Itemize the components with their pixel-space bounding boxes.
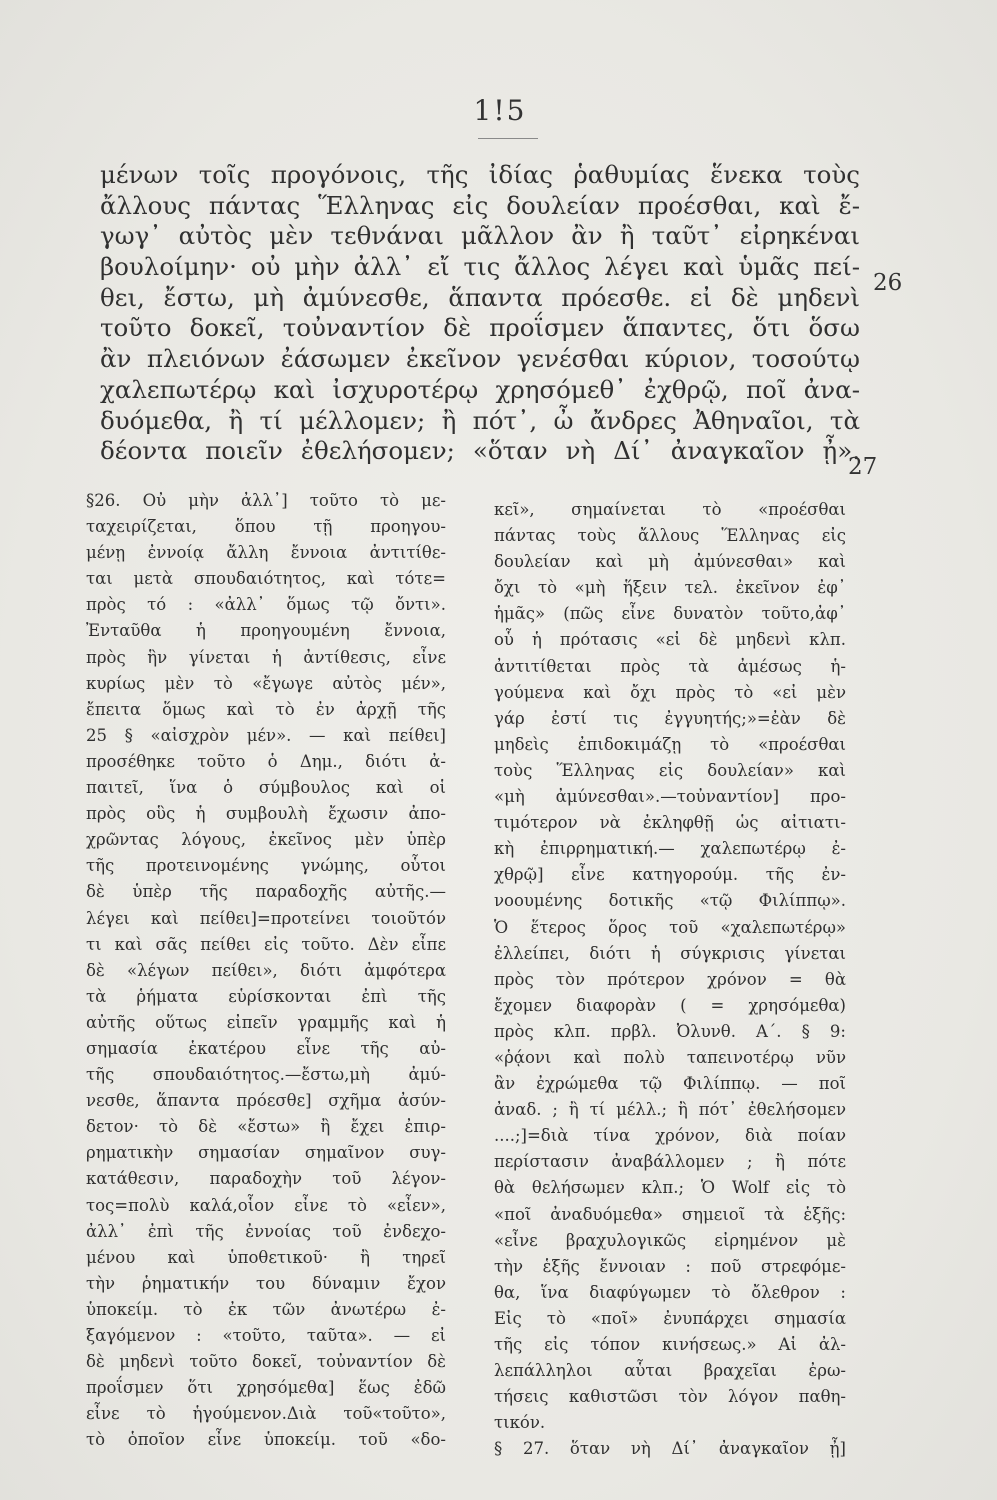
main-text-block — [100, 160, 860, 467]
section-27-heading: § 27. ὅταν νὴ Δί᾿ ἀναγκαῖον ᾖ] — [494, 1439, 846, 1459]
commentary-line: τος=πολὺ καλά,οἷον εἶνε τὸ «εἶεν», — [86, 1195, 446, 1215]
commentary-line: ρηματικὴν σημασίαν σημαῖνον συγ- — [86, 1143, 446, 1163]
main-text-line: μένων τοῖς προγόνοις, τῆς ἰδίας ῥαθυμίας ἕνεκα τοὺς — [100, 160, 860, 189]
commentary-line: 25 § «αἰσχρὸν μέν». — καὶ πείθει] — [86, 725, 446, 745]
page-number: 1!5 — [473, 94, 527, 127]
commentary-line: πρὸς κλπ. πρβλ. Ὀλυνθ. Α΄. § 9: — [494, 1021, 846, 1041]
commentary-line: ὄχι τὸ «μὴ ἥξειν τελ. ἐκεῖνον ἐφ᾿ — [494, 578, 846, 598]
commentary-line: δουλείαν καὶ μὴ ἀμύνεσθαι» καὶ — [494, 552, 846, 572]
main-text-line: γωγ᾿ αὐτὸς μὲν τεθνάναι μᾶλλον ἂν ἢ ταῦτ᾿ εἰρηκέναι — [100, 221, 860, 251]
commentary-line: προΐσμεν ὅτι χρησόμεθα] ἕως ἐδῶ — [86, 1378, 446, 1398]
commentary-line: τῆς εἰς τόπον κινήσεως.» Αἱ ἀλ- — [494, 1335, 846, 1354]
main-text-line: χαλεπωτέρῳ καὶ ἰσχυροτέρῳ χρησόμεθ᾿ ἐχθρῷ, ποῖ ἀνα- — [100, 374, 860, 404]
main-text-line: ἄλλους πάντας Ἕλληνας εἰς δουλείαν προέσθαι, καὶ ἔ- — [100, 190, 860, 220]
commentary-line: χθρῷ] εἶνε κατηγορούμ. τῆς ἐν- — [494, 865, 846, 885]
commentary-line: ἔπειτα ὅμως καὶ τὸ ἐν ἀρχῇ τῆς — [86, 699, 446, 719]
commentary-line: «ποῖ ἀναδυόμεθα» σημειοῖ τὰ ἑξῆς: — [494, 1204, 846, 1224]
commentary-line: ....;]=διὰ τίνα χρόνον, διὰ ποίαν — [494, 1126, 846, 1146]
commentary-line: ἐλλείπει, διότι ἡ σύγκρισις γίνεται — [494, 943, 846, 963]
commentary-line: τοὺς Ἕλληνας εἰς δουλείαν» καὶ — [494, 760, 846, 780]
commentary-line: τῆς προτεινομένης γνώμης, οὗτοι — [86, 856, 446, 876]
commentary-line: πρὸς ἣν γίνεται ἡ ἀντίθεσις, εἶνε — [86, 647, 446, 667]
commentary-line: ταχειρίζεται, ὅπου τῇ προηγου- — [86, 517, 446, 537]
commentary-line: §26. Οὐ μὴν ἀλλ᾿] τοῦτο τὸ με- — [86, 491, 446, 510]
commentary-line: ἀναδ. ; ἢ τί μέλλ.; ἢ πότ᾿ ἐθελήσομεν — [494, 1100, 846, 1120]
commentary-line: παιτεῖ, ἵνα ὁ σύμβουλος καὶ οἱ — [86, 778, 446, 798]
commentary-line: τικόν. — [494, 1413, 546, 1433]
commentary-line: τήσεις καθιστῶσι τὸν λόγον παθη- — [494, 1387, 846, 1407]
commentary-line: «μὴ ἀμύνεσθαι».—τοὐναντίον] προ- — [494, 787, 846, 807]
commentary-line: ται μετὰ σπουδαιότητος, καὶ τότε= — [86, 569, 446, 589]
commentary-line: ξαγόμενον : «τοῦτο, ταῦτα». — εἰ — [86, 1326, 446, 1345]
page-number-rule — [478, 138, 538, 139]
commentary-line: μένῃ ἐννοίᾳ ἄλλη ἔννοια ἀντιτίθε- — [86, 543, 446, 563]
commentary-line: τὸ ὁποῖον εἶνε ὑποκείμ. τοῦ «δο- — [86, 1430, 446, 1450]
commentary-line: δὲ μηδενὶ τοῦτο δοκεῖ, τοὐναντίον δὲ — [86, 1352, 446, 1372]
commentary-line: αὐτῆς οὕτως εἰπεῖν γραμμῆς καὶ ἡ — [86, 1012, 446, 1032]
commentary-line: ἂν ἐχρώμεθα τῷ Φιλίππῳ. — ποῖ — [494, 1074, 846, 1094]
commentary-line: ἡμᾶς» (πῶς εἶνε δυνατὸν τοῦτο,ἀφ᾿ — [494, 604, 846, 624]
main-text-line: δέοντα ποιεῖν ἐθελήσομεν; «ὅταν νὴ Δί᾿ ἀναγκαῖον ᾖ». — [100, 436, 860, 466]
commentary-line: δὲ «λέγων πείθει», διότι ἀμφότερα — [86, 960, 446, 980]
commentary-line: θὰ θελήσωμεν κλπ.; Ὁ Wolf εἰς τὸ — [494, 1178, 846, 1198]
commentary-line: δετον· τὸ δὲ «ἔστω» ἢ ἔχει ἐπιρ- — [86, 1117, 446, 1137]
commentary-line: ὑποκείμ. τὸ ἐκ τῶν ἀνωτέρω ἐ- — [86, 1299, 446, 1319]
commentary-line: εἶνε τὸ ἡγούμενον.Διὰ τοῦ«τοῦτο», — [86, 1404, 446, 1424]
main-text-line: βουλοίμην· οὐ μὴν ἀλλ᾿ εἴ τις ἄλλος λέγει καὶ ὑμᾶς πεί- — [100, 252, 860, 282]
commentary-line: σημασία ἑκατέρου εἶνε τῆς αὐ- — [86, 1038, 446, 1058]
commentary-line: πάντας τοὺς ἄλλους Ἕλληνας εἰς — [494, 526, 846, 546]
commentary-line: τὴν ἑξῆς ἔννοιαν : ποῦ στρεφόμε- — [494, 1256, 846, 1276]
commentary-line: τῆς σπουδαιότητος.—ἔστω,μὴ ἀμύ- — [86, 1065, 446, 1085]
commentary-line: λεπάλληλοι αὗται βραχεῖαι ἐρω- — [494, 1361, 846, 1381]
commentary-line: ἀλλ᾿ ἐπὶ τῆς ἐννοίας τοῦ ἐνδεχο- — [86, 1221, 446, 1241]
main-text-line: θει, ἔστω, μὴ ἀμύνεσθε, ἅπαντα πρόεσθε. εἰ δὲ μηδενὶ — [100, 282, 860, 312]
margin-section-number: 27 — [848, 454, 878, 480]
margin-section-number: 26 — [873, 270, 903, 296]
commentary-line: πρὸς τό : «ἀλλ᾿ ὅμως τῷ ὄντι». — [86, 595, 446, 615]
commentary-line: πρὸς οὓς ἡ συμβουλὴ ἔχωσιν ἀπο- — [86, 804, 446, 824]
main-text-line: τοῦτο δοκεῖ, τοὐναντίον δὲ προΐσμεν ἅπαντες, ὅτι ὅσω — [100, 313, 860, 343]
commentary-line: μηδεὶς ἐπιδοκιμάζῃ τὸ «προέσθαι — [494, 734, 846, 754]
commentary-line: Ὁ ἕτερος ὅρος τοῦ «χαλεπωτέρῳ» — [494, 917, 846, 937]
commentary-line: λέγει καὶ πείθει]=προτείνει τοιοῦτόν — [86, 908, 446, 928]
commentary-right-column — [494, 497, 846, 1462]
commentary-line: περίστασιν ἀναβάλλομεν ; ἢ πότε — [494, 1152, 846, 1172]
commentary-line: τὴν ῥηματικήν του δύναμιν ἔχον — [86, 1273, 446, 1293]
commentary-line: μένου καὶ ὑποθετικοῦ· ἢ τηρεῖ — [86, 1247, 446, 1267]
commentary-line: οὗ ἡ πρότασις «εἰ δὲ μηδενὶ κλπ. — [494, 630, 846, 650]
main-text-line: δυόμεθα, ἢ τί μέλλομεν; ἢ πότ᾿, ὦ ἄνδρες Ἀθηναῖοι, τὰ — [100, 405, 860, 435]
commentary-left-column — [86, 488, 446, 1453]
commentary-line: ἀντιτίθεται πρὸς τὰ ἀμέσως ἡ- — [494, 656, 846, 676]
commentary-line: πρὸς τὸν πρότερον χρόνον = θὰ — [494, 969, 846, 989]
main-text-line: ἂν πλειόνων ἐάσωμεν ἐκεῖνον γενέσθαι κύριον, τοσούτῳ — [100, 344, 860, 374]
commentary-line: ἔχομεν διαφορὰν ( = χρησόμεθα) — [494, 995, 846, 1015]
commentary-line: θα, ἵνα διαφύγωμεν τὸ ὄλεθρον : — [494, 1282, 846, 1302]
commentary-line: κὴ ἐπιρρηματική.— χαλεπωτέρῳ ἐ- — [494, 839, 846, 859]
commentary-line: προσέθηκε τοῦτο ὁ Δημ., διότι ἀ- — [86, 751, 446, 771]
commentary-line: Εἰς τὸ «ποῖ» ἐνυπάρχει σημασία — [494, 1308, 846, 1328]
commentary-line: νεσθε, ἅπαντα πρόεσθε] σχῆμα ἀσύν- — [86, 1091, 446, 1111]
commentary-line: τὰ ῥήματα εὑρίσκονται ἐπὶ τῆς — [86, 986, 446, 1006]
commentary-line: τιμότερον νὰ ἐκληφθῇ ὡς αἰτιατι- — [494, 813, 846, 833]
commentary-line: κυρίως μὲν τὸ «ἔγωγε αὐτὸς μέν», — [86, 673, 446, 693]
commentary-line: δὲ ὑπὲρ τῆς παραδοχῆς αὐτῆς.— — [86, 882, 446, 902]
commentary-line: τι καὶ σᾶς πείθει εἰς τοῦτο. Δὲν εἶπε — [86, 934, 446, 954]
commentary-line: χρῶντας λόγους, ἐκεῖνος μὲν ὑπὲρ — [86, 830, 446, 850]
commentary-line: «ῥᾴονι καὶ πολὺ ταπεινοτέρῳ νῦν — [494, 1047, 846, 1067]
commentary-line: κεῖ», σημαίνεται τὸ «προέσθαι — [494, 500, 846, 519]
commentary-line: γάρ ἐστί τις ἐγγυητής;»=ἐὰν δὲ — [494, 708, 846, 728]
commentary-line: νοουμένης δοτικῆς «τῷ Φιλίππῳ». — [494, 891, 846, 911]
commentary-line: γούμενα καὶ ὄχι πρὸς τὸ «εἰ μὲν — [494, 682, 846, 702]
commentary-line: Ἐνταῦθα ἡ προηγουμένη ἔννοια, — [86, 621, 446, 641]
commentary-line: «εἶνε βραχυλογικῶς εἰρημένον μὲ — [494, 1230, 846, 1250]
commentary-line: κατάθεσιν, παραδοχὴν τοῦ λέγον- — [86, 1169, 446, 1189]
